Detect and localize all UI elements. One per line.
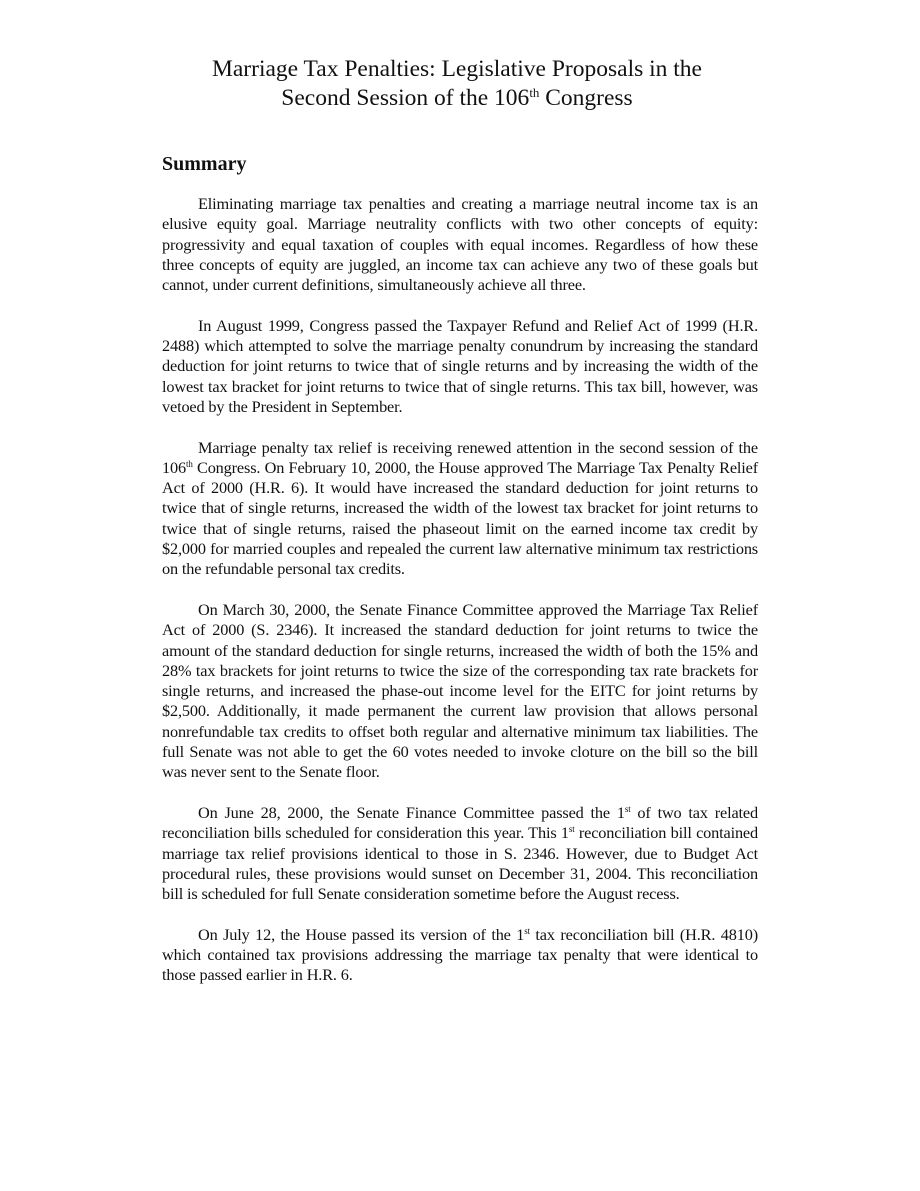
paragraph-5-superscript-2: st (568, 824, 575, 835)
paragraph-3 (162, 438, 758, 580)
paragraph-5-tail: reconciliation bill contained marriage tax relief provisions identical to those in S. 2346. However, due to Budget Act procedural rules, these provisions would sunset on December 31, 2004. This reconciliation bill is scheduled for full Senate consideration sometime before the August recess. (162, 823, 759, 904)
document-title (100, 55, 814, 113)
paragraph-5 (162, 803, 758, 904)
title-line-2 (281, 85, 632, 111)
paragraph-3-superscript: th (185, 459, 193, 470)
summary-heading: Summary (162, 153, 247, 175)
paragraph-3-text: Marriage penalty tax relief is receiving renewed attention in the second session of the 106 (162, 437, 758, 477)
paragraph-5-text: On June 28, 2000, the Senate Finance Committee passed the 1 (198, 802, 625, 822)
paragraph-6-tail: tax reconciliation bill (H.R. 4810) which contained tax provisions addressing the marriage tax penalty that were identical to those passed earlier in H.R. 6. (162, 924, 758, 985)
paragraph-6-superscript: st (524, 925, 530, 936)
paragraph-6-text: On July 12, the House passed its version of the 1 (198, 924, 525, 944)
paragraph-2: In August 1999, Congress passed the Taxpayer Refund and Relief Act of 1999 (H.R. 2488) which attempted to solve the marriage penalty conundrum by increasing the standard deduction for joint returns to twice that of single returns and by increasing the width of the lowest tax bracket for joint returns to twice that of single returns. This tax bill, however, was vetoed by the President in September. (162, 315, 758, 416)
paragraph-5-superscript-1: st (624, 804, 631, 815)
paragraph-4: On March 30, 2000, the Senate Finance Committee approved the Marriage Tax Relief Act of 2000 (S. 2346). It increased the standard deduction for joint returns to twice the amount of the standard deduction for single returns, increased the width of both the 15% and 28% tax brackets for joint returns to twice the size of the corresponding tax rate brackets for single returns, and increased the phase-out income level for the EITC for joint returns by $2,500. Additionally, it made permanent the current law provision that allows personal nonrefundable tax credits to offset both regular and alternative minimum tax liabilities. The full Senate was not able to get the 60 votes needed to invoke cloture on the bill so the bill was never sent to the Senate floor. (162, 599, 758, 782)
paragraph-6 (162, 925, 758, 986)
title-superscript: th (529, 84, 540, 100)
title-line-1: Marriage Tax Penalties: Legislative Proposals in the (211, 56, 702, 82)
title-line-2-text: Second Session of the 106 (281, 85, 530, 111)
paragraph-3-tail: Congress. On February 10, 2000, the House approved The Marriage Tax Penalty Relief Act of 2000 (H.R. 6). It would have increased the standard deduction for joint returns to twice that of single returns, increased the width of the lowest tax bracket for joint returns to twice that of single returns, raised the phaseout limit on the earned income tax credit by $2,000 for married couples and repealed the current law alternative minimum tax restrictions on the refundable personal tax credits. (162, 457, 758, 579)
paragraph-1: Eliminating marriage tax penalties and creating a marriage neutral income tax is an elusive equity goal. Marriage neutrality conflicts with two other concepts of equity: progressivity and equal taxation of couples with equal incomes. Regardless of how these three concepts of equity are juggled, an income tax can achieve any two of these goals but cannot, under current definitions, simultaneously achieve all three. (162, 194, 758, 295)
title-line-2-tail: Congress (539, 85, 633, 111)
summary-body (162, 194, 758, 1006)
paragraph-5-middle: of two tax related reconciliation bills scheduled for consideration this year. This 1 (162, 802, 758, 843)
